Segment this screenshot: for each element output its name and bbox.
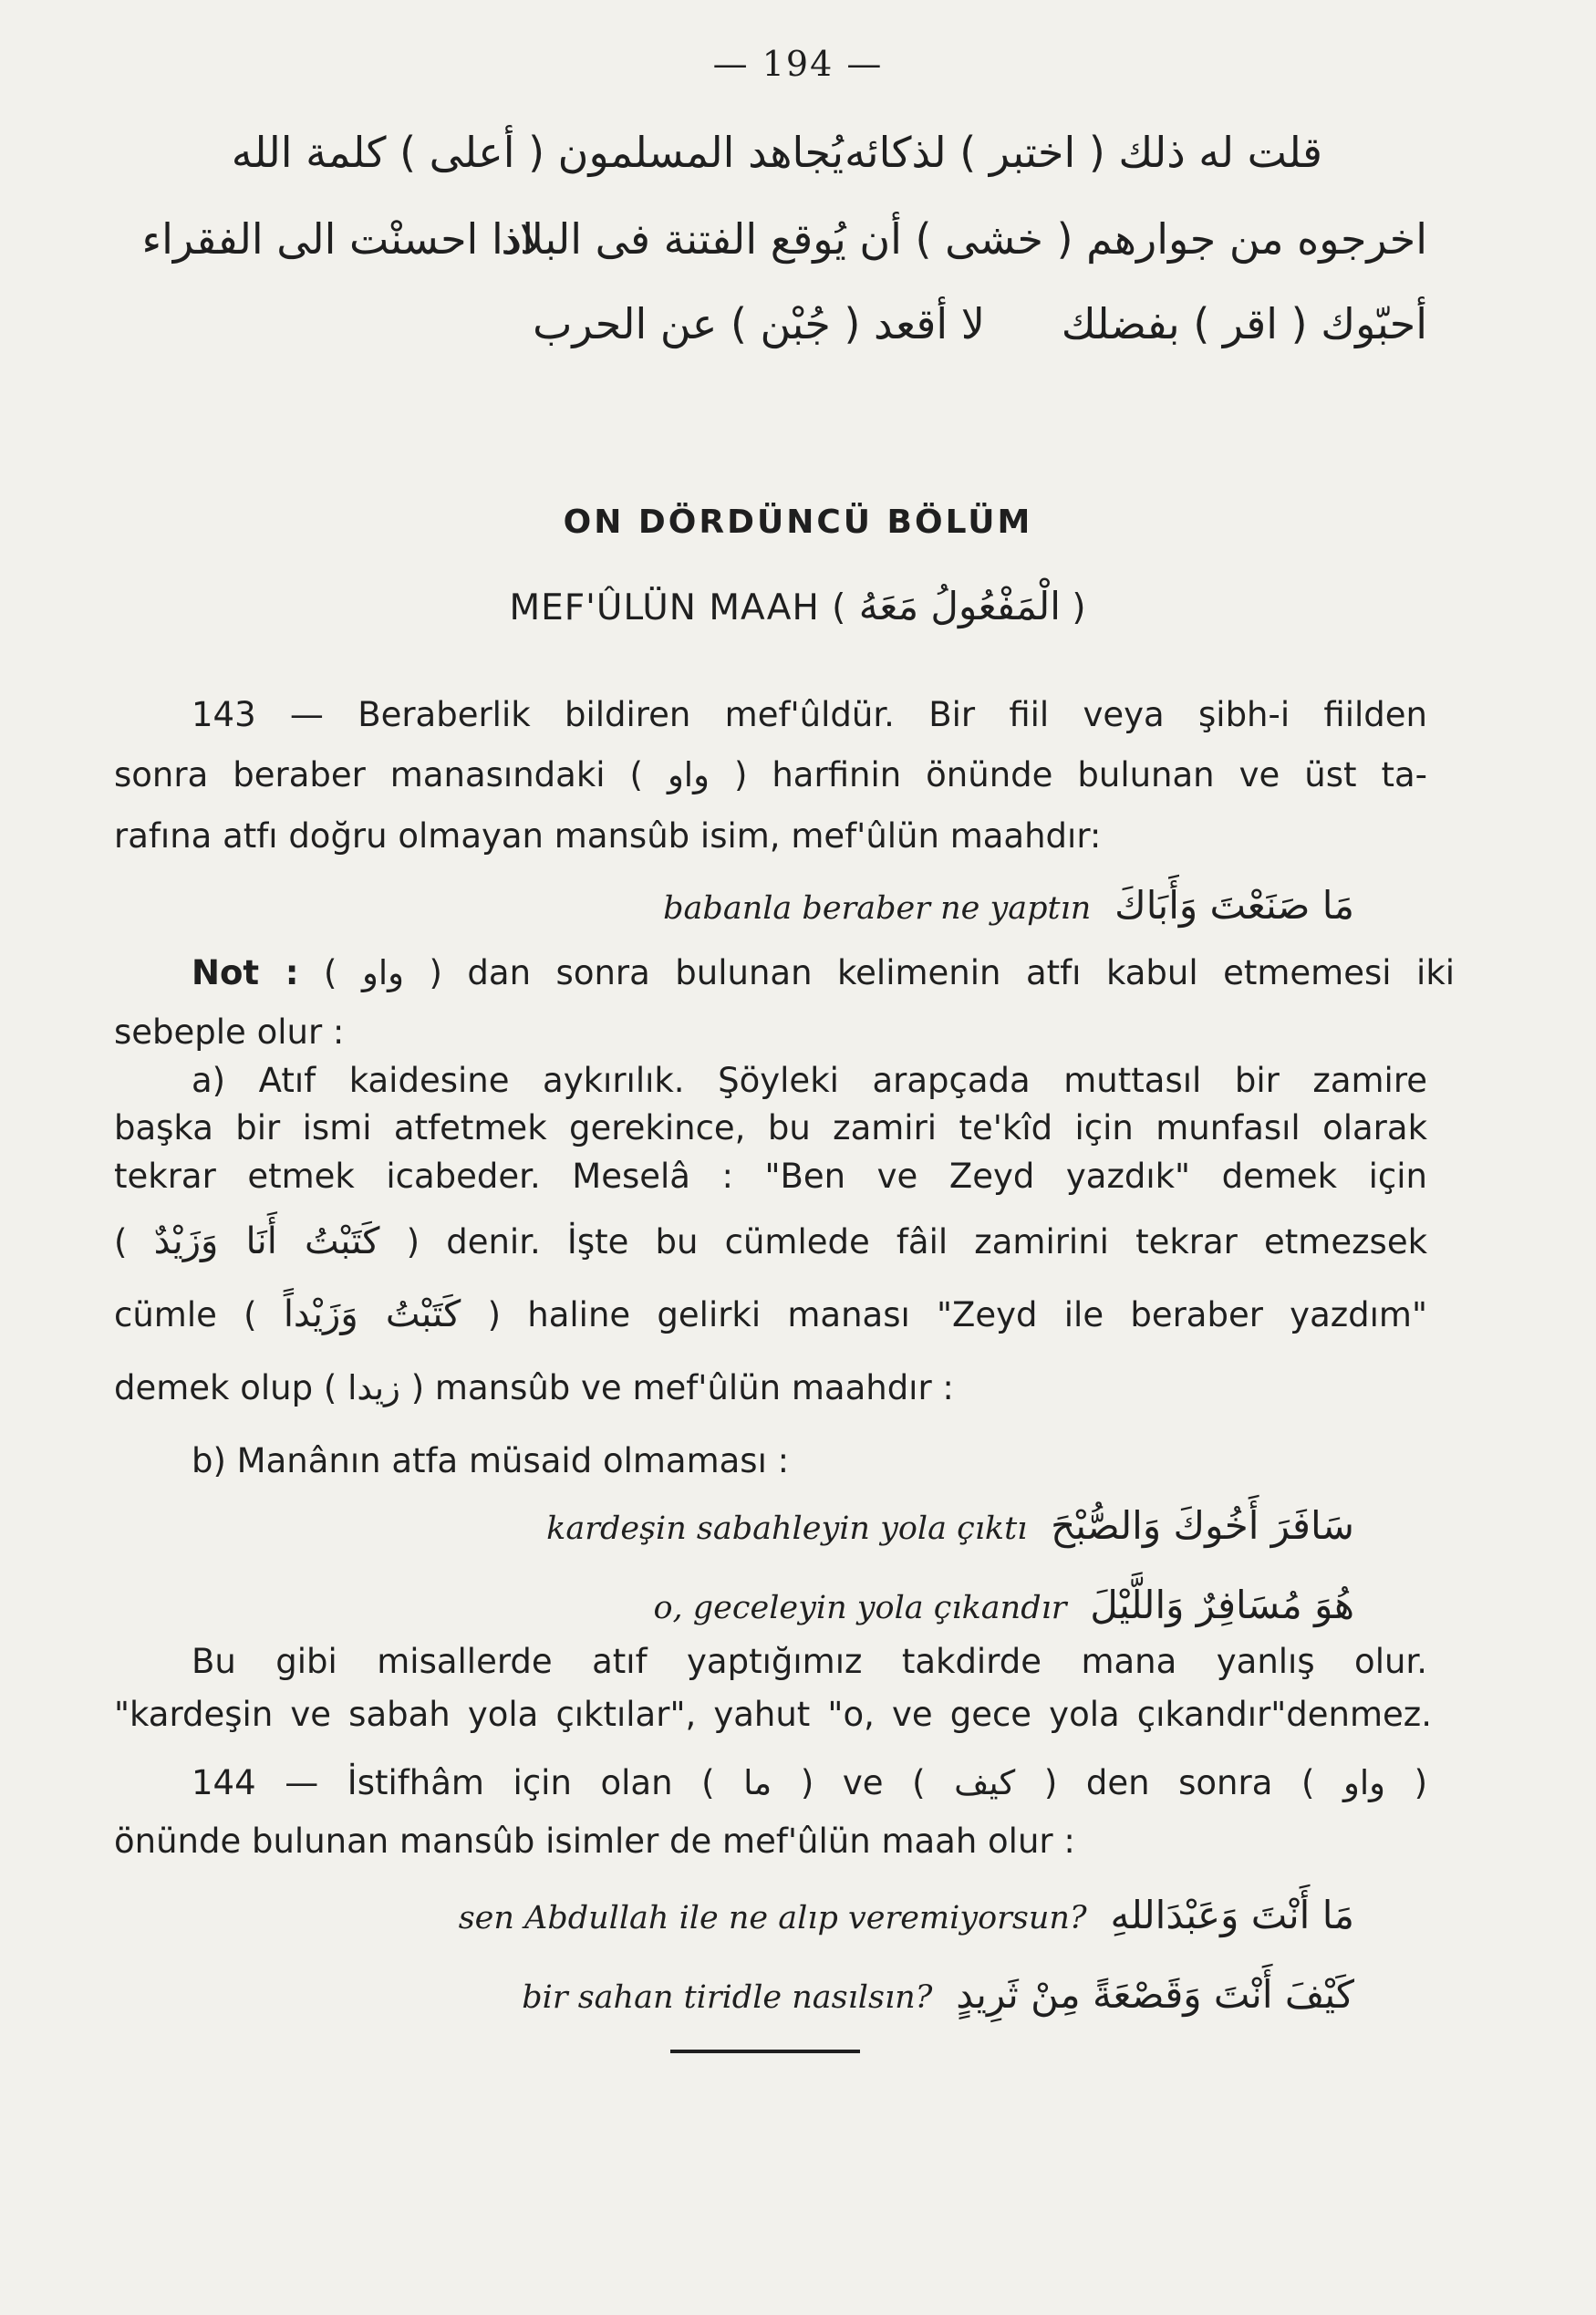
p143-line-1: 143 — Beraberlik bildiren mef'ûldür. Bir fiil veya şibh-i fiilden [192, 695, 1427, 734]
p144-line-1-c: ) den sonra ( [1043, 1763, 1315, 1802]
arabic-line-3-right: أحبّوك ( اقر ) بفضلك [1061, 299, 1427, 348]
p144-line-1 [192, 1763, 1427, 1802]
p143-line-2-arabic: واو [667, 755, 710, 794]
note-example-2-translation: o, geceleyin yola çıkandır [653, 1590, 1067, 1626]
note-a-line-6 [114, 1368, 954, 1407]
note-line-2: sebeple olur : [114, 1012, 345, 1052]
arabic-line-3-left: لا أقعد ( جُبْن ) عن الحرب [533, 299, 985, 348]
note-a-line-6-b: ) mansûb ve mef'ûlün maahdır : [410, 1368, 954, 1407]
section-heading: ON DÖRDÜNCÜ BÖLÜM [563, 503, 1033, 541]
note-b-line-1: b) Manânın atfa müsaid olmaması : [192, 1441, 790, 1480]
note-line-1 [192, 953, 1455, 992]
note-line-1-arabic: واو [361, 953, 404, 992]
note-line-1-a: ( [324, 953, 337, 992]
p144-line-1-arabic-2: كيف [954, 1763, 1016, 1802]
note-label: Not : [192, 953, 299, 992]
note-a-line-3: tekrar etmek icabeder. Meselâ : "Ben ve Zeyd yazdık" demek için [114, 1157, 1427, 1196]
page-number: — 194 — [712, 44, 884, 84]
note-a-line-6-a: demek olup ( [114, 1368, 337, 1407]
p143-line-2-b: ) harfinin önünde bulunan ve üst ta- [733, 755, 1427, 794]
note-a-line-1: a) Atıf kaidesine aykırılık. Şöyleki arapçada muttasıl bir zamire [192, 1061, 1427, 1100]
arabic-line-2-left: اذا احسنْت الى الفقراء [141, 214, 534, 264]
note-a-line-5-b: ) haline gelirki manası "Zeyd ile beraber yazdım" [487, 1295, 1427, 1334]
p144-example-2-arabic: كَيْفَ أَنْتَ وَقَصْعَةً مِنْ ثَرِيدٍ [956, 1972, 1354, 2017]
note-a-line-2: başka bir ismi atfetmek gerekince, bu zamiri te'kîd için munfasıl olarak [114, 1108, 1427, 1147]
note-a-line-4 [114, 1220, 1427, 1262]
note-c-line-2: "kardeşin ve sabah yola çıktılar", yahut "o, ve gece yola çıkandır"denmez. [114, 1695, 1432, 1734]
end-rule [670, 2050, 860, 2053]
note-a-line-5-arabic: كَتَبْتُ وَزَيْداً [283, 1293, 461, 1335]
p143-example-arabic: مَا صَنَعْتَ وَأَبَاكَ [1114, 883, 1354, 928]
p144-example-1-arabic: مَا أَنْتَ وَعَبْدَاللهِ [1110, 1893, 1354, 1937]
section-title-arabic: الْمَفْعُولُ مَعَهُ [858, 584, 1061, 628]
note-example-1 [546, 1503, 1354, 1548]
arabic-line-1-left: يُجاهد المسلمون ( أعلى ) كلمة الله [231, 128, 844, 177]
p144-line-1-a: 144 — İstifhâm için olan ( [192, 1763, 715, 1802]
p144-line-1-b: ) ve ( [800, 1763, 926, 1802]
p144-example-2 [522, 1972, 1354, 2017]
p143-example-translation: babanla beraber ne yaptın [663, 890, 1092, 927]
section-title-prefix: MEF'ÛLÜN MAAH ( [509, 587, 847, 628]
note-a-line-5 [114, 1293, 1427, 1335]
p144-example-2-translation: bir sahan tiridle nasılsın? [522, 1979, 933, 2016]
arabic-line-2-right: اخرجوه من جوارهم ( خشى ) أن يُوقع الفتنة فى البلاد [501, 214, 1427, 264]
note-a-line-4-b: ) denir. İşte bu cümlede fâil zamirini tekrar etmezsek [406, 1222, 1428, 1261]
p143-line-2-a: sonra beraber manasındaki ( [114, 755, 643, 794]
note-a-line-6-arabic: زيدا [347, 1368, 400, 1407]
p143-example [663, 883, 1354, 928]
p144-example-1 [459, 1893, 1354, 1937]
section-title-suffix: ) [1072, 587, 1087, 628]
note-a-line-4-arabic: كَتَبْتُ أَنَا وَزَيْدٌ [153, 1220, 380, 1262]
section-title [0, 584, 1596, 628]
note-line-1-b: ) dan sonra bulunan kelimenin atfı kabul etmemesi iki [429, 953, 1456, 992]
note-example-1-translation: kardeşin sabahleyin yola çıktı [546, 1510, 1028, 1547]
note-example-2-arabic: هُوَ مُسَافِرٌ وَاللَّيْلَ [1090, 1583, 1354, 1627]
note-example-2 [653, 1583, 1354, 1627]
arabic-line-1-right: قلت له ذلك ( اختبر ) لذكائه [845, 128, 1322, 177]
p144-line-2: önünde bulunan mansûb isimler de mef'ûlün maah olur : [114, 1822, 1075, 1861]
note-c-line-1: Bu gibi misallerde atıf yaptığımız takdirde mana yanlış olur. [192, 1642, 1427, 1681]
note-example-1-arabic: سَافَرَ أَخُوكَ وَالصُّبْحَ [1051, 1503, 1354, 1548]
p144-line-1-arabic-1: ما [743, 1763, 772, 1802]
p144-line-1-arabic-3: واو [1342, 1763, 1385, 1802]
p144-example-1-translation: sen Abdullah ile ne alıp veremiyorsun? [458, 1900, 1087, 1936]
p144-line-1-d: ) [1414, 1763, 1428, 1802]
p143-line-3: rafına atfı doğru olmayan mansûb isim, mef'ûlün maahdır: [114, 816, 1102, 856]
note-a-line-5-a: cümle ( [114, 1295, 257, 1334]
note-a-line-4-a: ( [114, 1222, 128, 1261]
p143-line-2 [114, 755, 1427, 794]
